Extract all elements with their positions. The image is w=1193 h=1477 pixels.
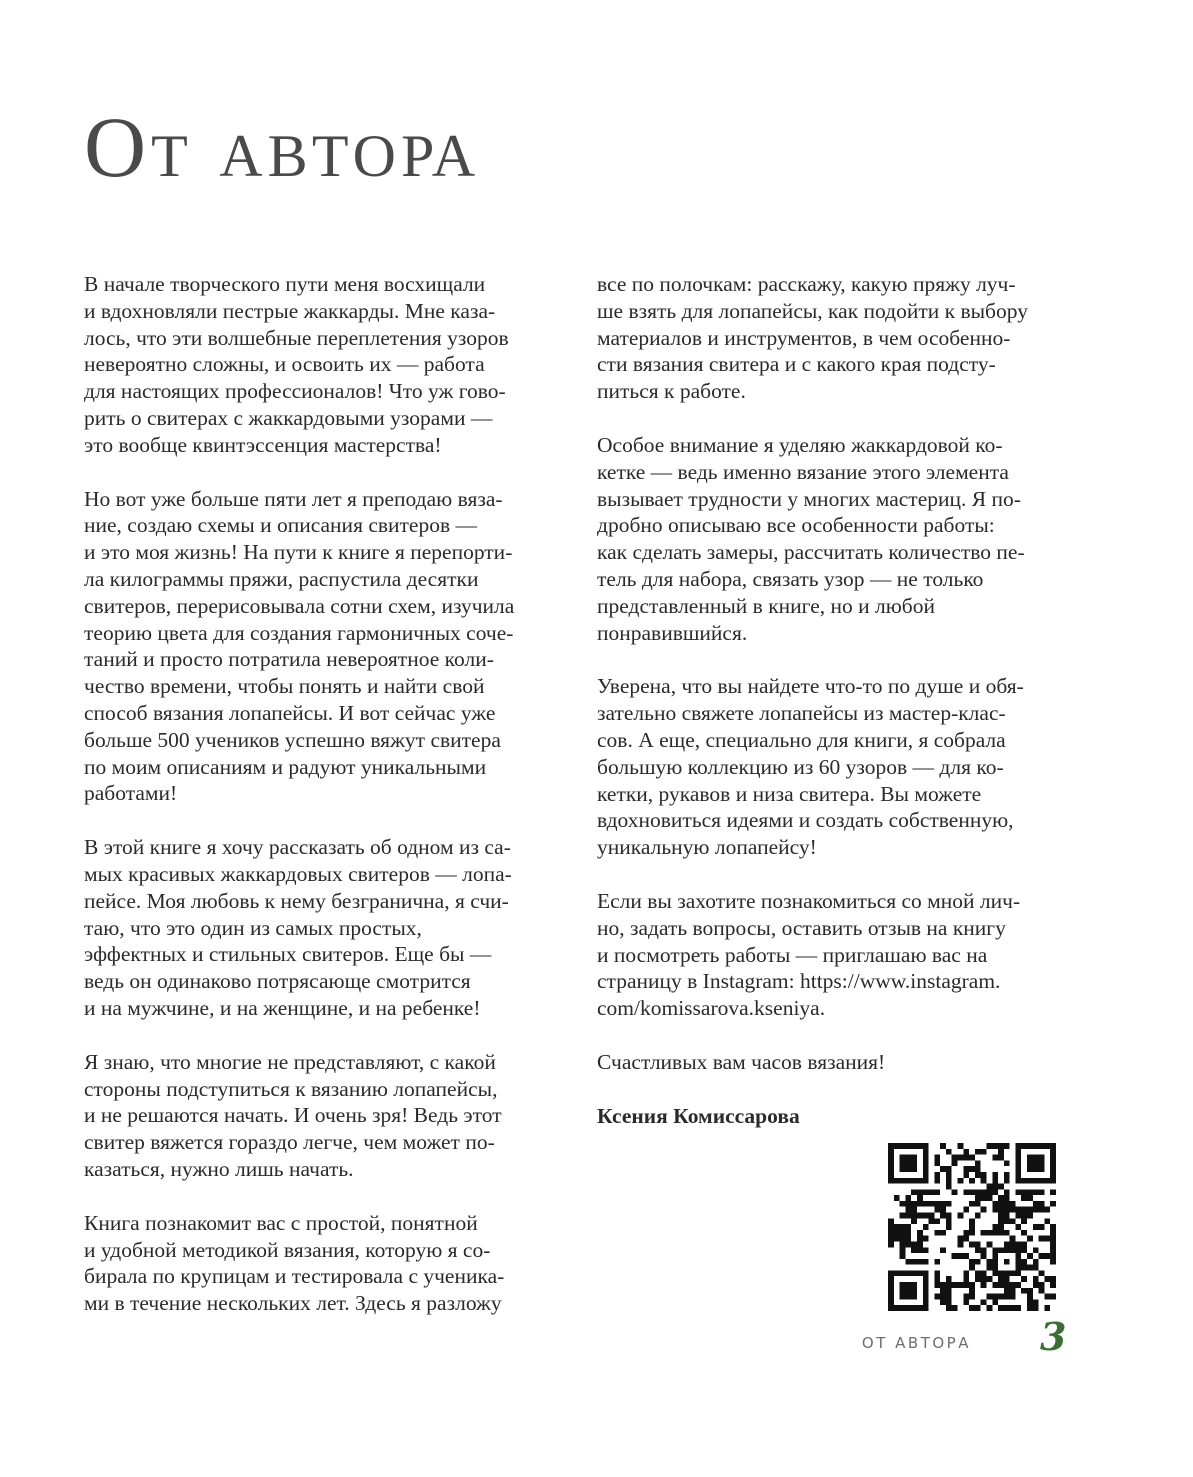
right-column [597,271,1097,1157]
running-footer-section: ОТ АВТОРА [861,1334,971,1352]
paragraph: Особое внимание я уделяю жаккардовой ко- кетке — ведь именно вязание этого элемента вызывает трудности у многих мастериц. Я по- дробно описываю все особенности работы: как сделать замеры, рассчитать количество пе- тель для набора, связать узор — не только представленный в книге, но и любой понравившийся. [597,432,1025,645]
paragraph: Если вы захотите познакомиться со мной лич- но, задать вопросы, оставить отзыв на книгу и посмотреть работы — приглашаю вас на страницу в Instagram: https://www.instagram. com/komissarova.kseniya. [597,888,1021,1021]
author-signature: Ксения Комиссарова [597,1103,800,1128]
paragraph: В этой книге я хочу рассказать об одном из са- мых красивых жаккардовых свитеров — лопа- пейсе. Моя любовь к нему безгранична, я счи- таю, что это один из самых простых, эффектных и стильных свитеров. Еще бы — ведь он одинаково потрясающе смотрится и на мужчине, и на женщине, и на ребенке! [84,835,512,1020]
qr-code-icon[interactable] [888,1143,1056,1311]
paragraph: Счастливых вам часов вязания! [597,1049,886,1074]
paragraph: Уверена, что вы найдете что-то по душе и обя- зательно свяжете лопапейсы из мастер-клас- сов. А еще, специально для книги, я собрала большую коллекцию из 60 узоров — для ко- кетки, рукавов и низа свитера. Вы можете вдохновиться идеями и создать собственную, уникальную лопапейсу! [597,674,1024,860]
paragraph: В начале творческого пути меня восхищали и вдохновляли пестрые жаккарды. Мне каза- лось, что эти волшебные переплетения узоров невероятно сложны, и освоить их — работа для настоящих профессионалов! Что уж гово- рить о свитерах с жаккардовыми узорами — это вообще квинтэссенция мастерства! [84,272,509,457]
page-number: 3 [1040,1314,1067,1359]
paragraph: Но вот уже больше пяти лет я преподаю вяза- ние, создаю схемы и описания свитеров — и это моя жизнь! На пути к книге я перепорти- ла килограммы пряжи, распустила десятки свитеров, перерисовывала сотни схем, изучила теорию цвета для создания гармоничных соче- таний и просто потратила невероятное коли- чество времени, чтобы понять и найти свой способ вязания лопапейсы. И вот сейчас уже больше 500 учеников успешно вяжут свитера по моим описаниям и радуют уникальными работами! [84,486,515,806]
paragraph: Я знаю, что многие не представляют, с какой стороны подступиться к вязанию лопапейсы, и не решаются начать. И очень зря! Ведь этот свитер вяжется гораздо легче, чем может по- казаться, нужно лишь начать. [84,1049,502,1181]
paragraph: Книга познакомит вас с простой, понятной и удобной методикой вязания, которую я со- бирала по крупицам и тестировала с ученика- ми в течение нескольких лет. Здесь я разложу [84,1210,505,1316]
paragraph: все по полочкам: расскажу, какую пряжу луч- ше взять для лопапейсы, как подойти к выбору материалов и инструментов, в чем особенно- сти вязания свитера и с какого края подсту- питься к работе. [597,272,1028,404]
left-column [84,271,574,1344]
page-title: От автора [84,99,481,195]
